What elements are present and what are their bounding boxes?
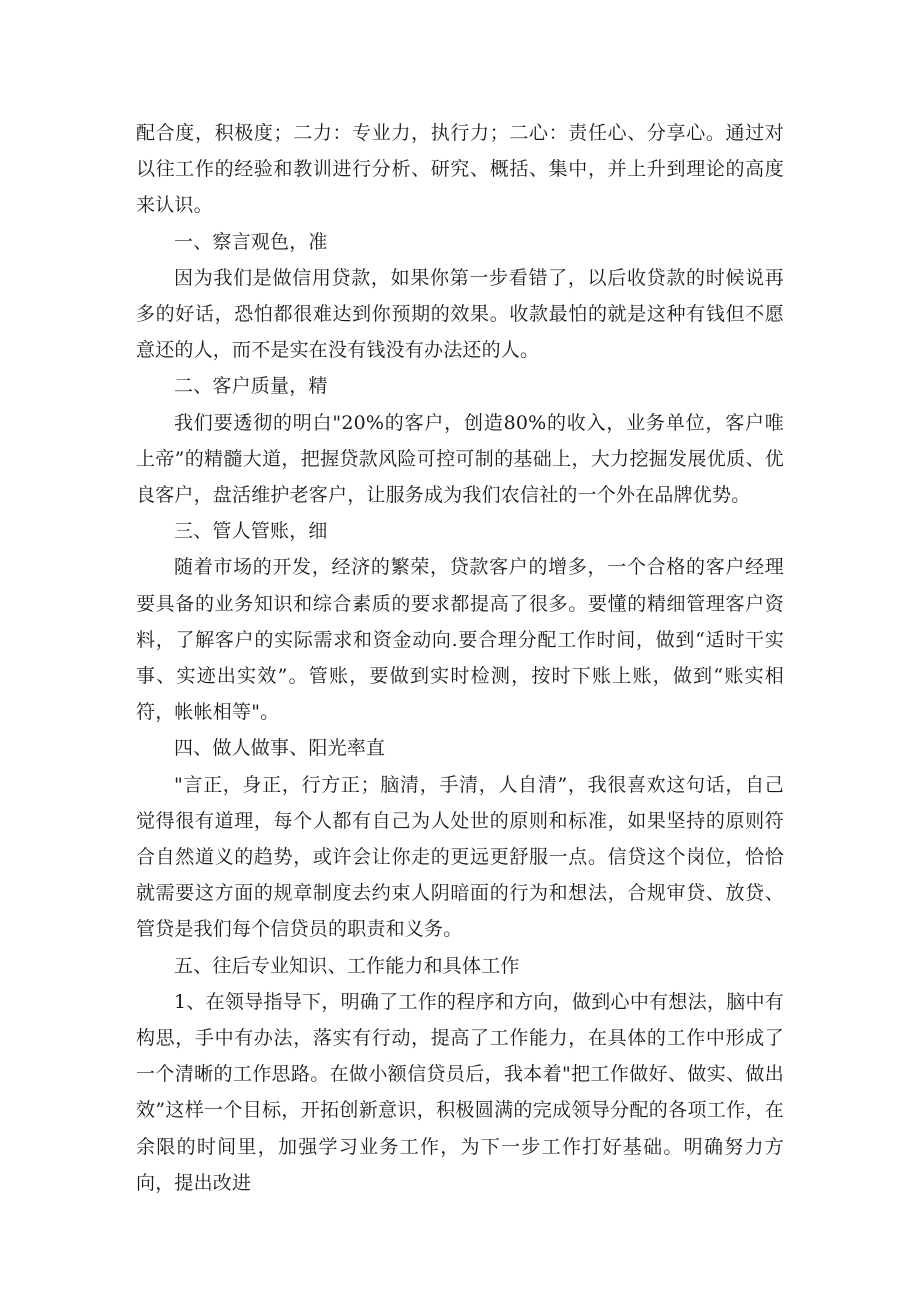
paragraph-6: 1、在领导指导下，明确了工作的程序和方向，做到心中有想法，脑中有构思，手中有办法，落实有行动，提高了工作能力，在具体的工作中形成了一个清晰的工作思路。在做小额信贷员后，我本着"把工作做好、做实、做出效”这样一个目标，开拓创新意识，积极圆满的完成领导分配的各项工作，在余限的时间里，加强学习业务工作，为下一步工作打好基础。明确努力方向，提出改进 — [136, 990, 784, 1194]
paragraph-3: 我们要透彻的明白"20%的客户，创造80%的收入，业务单位，客户唯上帝”的精髓大道，把握贷款风险可控可制的基础上，大力挖掘发展优质、优良客户，盘活维护老客户，让服务成为我们农信社的一个外在品牌优势。 — [136, 411, 784, 507]
paragraph-4: 随着市场的开发，经济的繁荣，贷款客户的增多，一个合格的客户经理要具备的业务知识和综合素质的要求都提高了很多。要懂的精细管理客户资料，了解客户的实际需求和资金动向.要合理分配工作时间，做到“适时干实事、实迹出实效”。管账，要做到实时检测，按时下账上账，做到“账实相符，帐帐相等"。 — [136, 556, 784, 724]
heading-5: 五、往后专业知识、工作能力和具体工作 — [174, 954, 520, 977]
paragraph-5: "言正，身正，行方正；脑清，手清，人自清”，我很喜欢这句话，自己觉得很有道理，每个人都有自己为人处世的原则和标准，如果坚持的原则符合自然道义的趋势，或许会让你走的更远更舒服一点。信贷这个岗位，恰恰就需要这方面的规章制度去约束人阴暗面的行为和想法，合规审贷、放贷、管贷是我们每个信贷员的职责和义务。 — [136, 773, 784, 941]
heading-1: 一、察言观色，准 — [174, 230, 328, 253]
heading-3: 三、管人管账，细 — [174, 520, 328, 543]
heading-2: 二、客户质量，精 — [174, 375, 328, 398]
paragraph-2: 因为我们是做信用贷款，如果你第一步看错了，以后收贷款的时候说再多的好话，恐怕都很难达到你预期的效果。收款最怕的就是这种有钱但不愿意还的人，而不是实在没有钱没有办法还的人。 — [136, 266, 784, 362]
document-body — [136, 115, 784, 1201]
heading-4: 四、做人做事、阳光率直 — [174, 737, 386, 760]
paragraph-1: 配合度，积极度；二力：专业力，执行力；二心：责任心、分享心。通过对以往工作的经验和教训进行分析、研究、概括、集中，并上升到理论的高度来认识。 — [136, 122, 784, 217]
